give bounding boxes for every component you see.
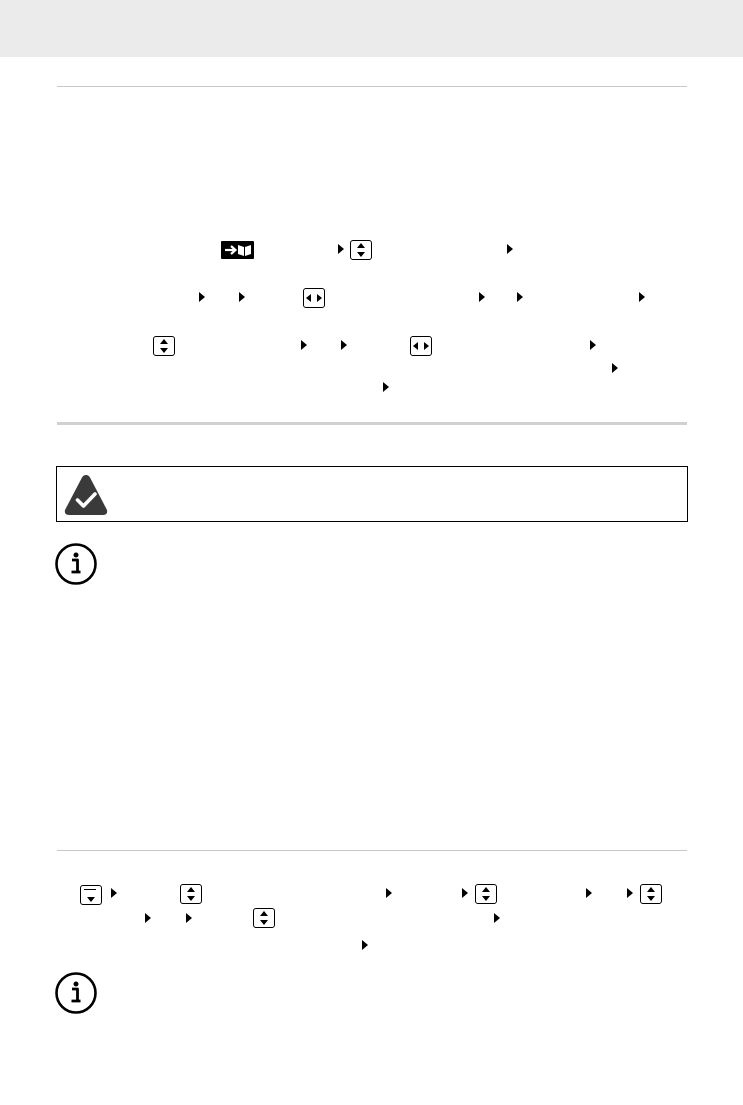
arrow-right-icon <box>639 292 645 302</box>
control-key-up-down-icon <box>475 884 497 904</box>
arrow-right-icon <box>338 244 344 254</box>
control-key-up-down-icon <box>350 240 372 260</box>
section-divider <box>57 422 687 425</box>
checkmark-triangle-icon <box>63 472 109 523</box>
arrow-right-icon <box>494 913 500 923</box>
prerequisite-notice-box <box>56 466 688 522</box>
arrow-right-icon <box>111 888 117 898</box>
control-key-up-down-icon <box>180 884 202 904</box>
arrow-right-icon <box>586 888 592 898</box>
section-divider-bottom <box>57 850 687 851</box>
arrow-right-icon <box>517 292 523 302</box>
info-icon <box>54 971 98 1015</box>
arrow-right-icon <box>386 888 392 898</box>
directory-icon <box>221 241 254 259</box>
control-key-left-right-icon <box>410 336 432 356</box>
control-key-up-down-icon <box>153 336 175 356</box>
arrow-right-icon <box>145 913 151 923</box>
arrow-right-icon <box>362 940 368 950</box>
arrow-right-icon <box>479 292 485 302</box>
control-key-up-down-icon <box>640 884 662 904</box>
arrow-right-icon <box>627 888 633 898</box>
arrow-right-icon <box>462 888 468 898</box>
arrow-right-icon <box>612 363 618 373</box>
control-key-left-right-icon <box>303 288 325 308</box>
page-header-band <box>0 0 743 57</box>
arrow-right-icon <box>199 292 205 302</box>
section-divider-top <box>57 86 687 87</box>
softkey-icon <box>80 885 102 905</box>
info-icon <box>54 542 98 586</box>
arrow-right-icon <box>590 340 596 350</box>
arrow-right-icon <box>186 913 192 923</box>
arrow-right-icon <box>507 244 513 254</box>
arrow-right-icon <box>301 340 307 350</box>
arrow-right-icon <box>383 382 389 392</box>
control-key-up-down-icon <box>253 908 275 928</box>
arrow-right-icon <box>239 292 245 302</box>
arrow-right-icon <box>341 340 347 350</box>
